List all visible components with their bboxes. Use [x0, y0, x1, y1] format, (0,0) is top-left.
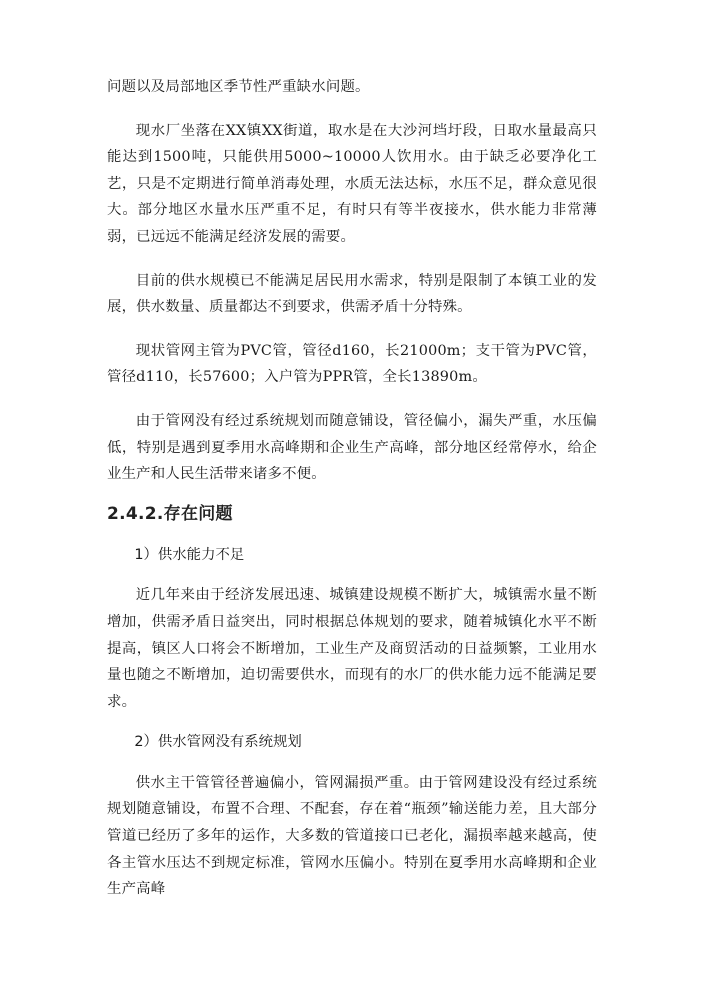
list-item-supply-capacity: 1）供水能力不足	[134, 546, 245, 563]
paragraph-demand-growth: 近几年来由于经济发展迅速、城镇建设规模不断扩大，城镇需水量不断增加，供需矛盾日益突出，同时根据总体规划的要求，随着城镇化水平不断提高，镇区人口将会不断增加，工业生产及商贸活动的日益频繁，工业用水量也随之不断增加，迫切需要供水，而现有的水厂的供水能力远不能满足要求。	[107, 587, 597, 710]
section-heading: 2.4.2.存在问题	[107, 503, 233, 524]
paragraph-network-leakage: 供水主干管管径普遍偏小，管网漏损严重。由于管网建设没有经过系统规划随意铺设，布置不合理、不配套，存在着“瓶颈”输送能力差，且大部分管道已经历了多年的运作，大多数的管道接口已老化，漏损率越来越高，使各主管水压达不到规定标准，管网水压偏小。特别在夏季用水高峰期和企业生产高峰	[107, 774, 597, 898]
paragraph-pipe-network: 现状管网主管为PVC管，管径d160，长21000m；支干管为PVC管，管径d110，长57600；入户管为PPR管，全长13890m。	[107, 342, 597, 386]
paragraph-continuation: 问题以及局部地区季节性严重缺水问题。	[107, 79, 370, 95]
document-body	[107, 74, 597, 903]
paragraph-pipe-issues: 由于管网没有经过系统规划而随意铺设，管径偏小，漏失严重，水压偏低，特别是遇到夏季用水高峰期和企业生产高峰，部分地区经常停水，给企业生产和人民生活带来诸多不便。	[107, 412, 597, 483]
paragraph-water-plant: 现水厂坐落在XX镇XX街道，取水是在大沙河垱圩段，日取水量最高只能达到1500吨，只能供用5000~10000人饮用水。由于缺乏必要净化工艺，只是不定期进行简单消毒处理，水质无法达标，水压不足，群众意见很大。部分地区水量水压严重不足，有时只有等半夜接水，供水能力非常薄弱，已远远不能满足经济发展的需要。	[107, 122, 597, 245]
paragraph-supply-scale: 目前的供水规模已不能满足居民用水需求，特别是限制了本镇工业的发展，供水数量、质量都达不到要求，供需矛盾十分特殊。	[107, 272, 597, 316]
list-item-network-planning: 2）供水管网没有系统规划	[134, 734, 302, 751]
